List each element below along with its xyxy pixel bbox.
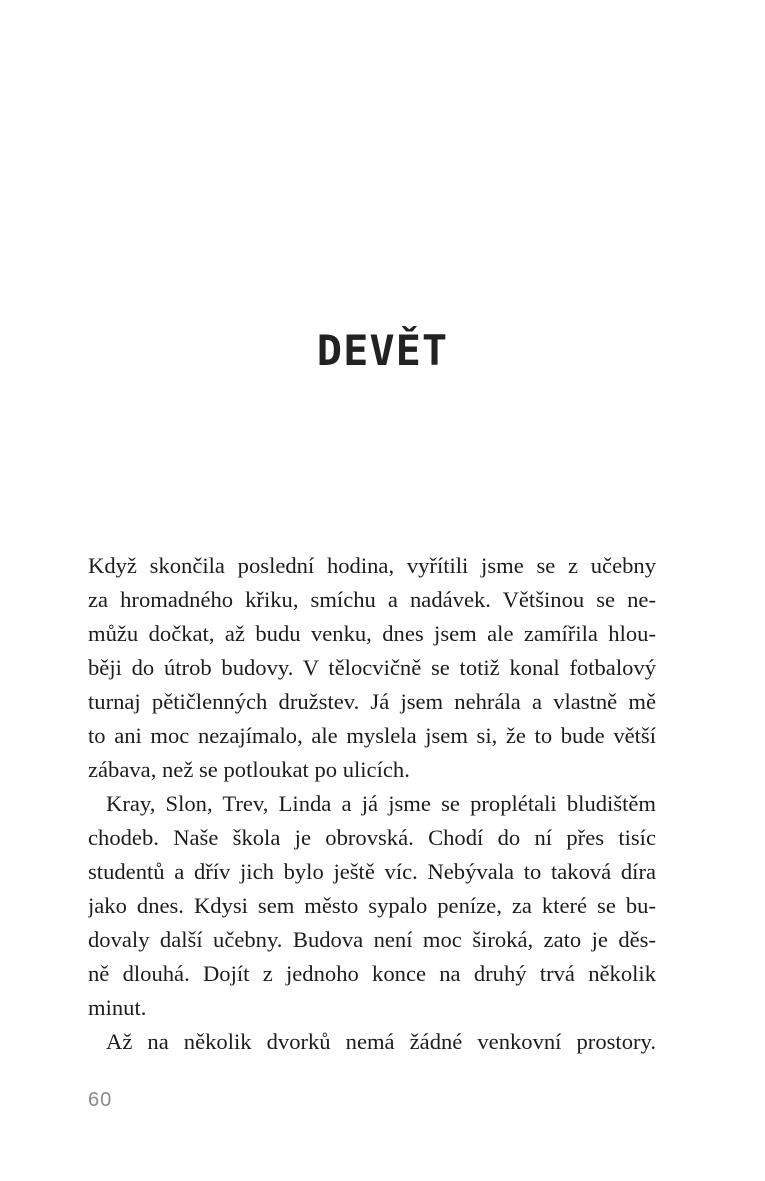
text-line: turnaj pětičlenných družstev. Já jsem nehrála a vlastně mě — [88, 689, 656, 714]
text-line: minut. — [88, 995, 147, 1020]
text-line: Až na několik dvorků nemá žádné venkovní prostory. — [106, 1029, 656, 1054]
text-line: běji do útrob budovy. V tělocvičně se totiž konal fotbalový — [88, 655, 656, 680]
text-line: studentů a dřív jich bylo ještě víc. Nebývala to taková díra — [88, 859, 656, 884]
text-line: Když skončila poslední hodina, vyřítili jsme se z učebny — [88, 553, 656, 578]
body-text — [88, 549, 656, 1059]
text-line: jako dnes. Kdysi sem město sypalo peníze, za které se bu- — [88, 893, 656, 918]
text-line: Kray, Slon, Trev, Linda a já jsme se proplétali bludištěm — [106, 791, 656, 816]
chapter-title: DEVĚT — [316, 326, 449, 375]
page-number: 60 — [88, 1089, 113, 1111]
text-line: dovaly další učebny. Budova není moc široká, zato je děs- — [88, 927, 656, 952]
text-line: zábava, než se potloukat po ulicích. — [88, 757, 410, 782]
text-line: za hromadného křiku, smíchu a nadávek. Většinou se ne- — [88, 587, 656, 612]
text-line: to ani moc nezajímalo, ale myslela jsem si, že to bude větší — [88, 723, 656, 748]
text-line: můžu dočkat, až budu venku, dnes jsem ale zamířila hlou- — [88, 621, 656, 646]
text-line: ně dlouhá. Dojít z jednoho konce na druhý trvá několik — [88, 961, 656, 986]
text-line: chodeb. Naše škola je obrovská. Chodí do ní přes tisíc — [88, 825, 656, 850]
